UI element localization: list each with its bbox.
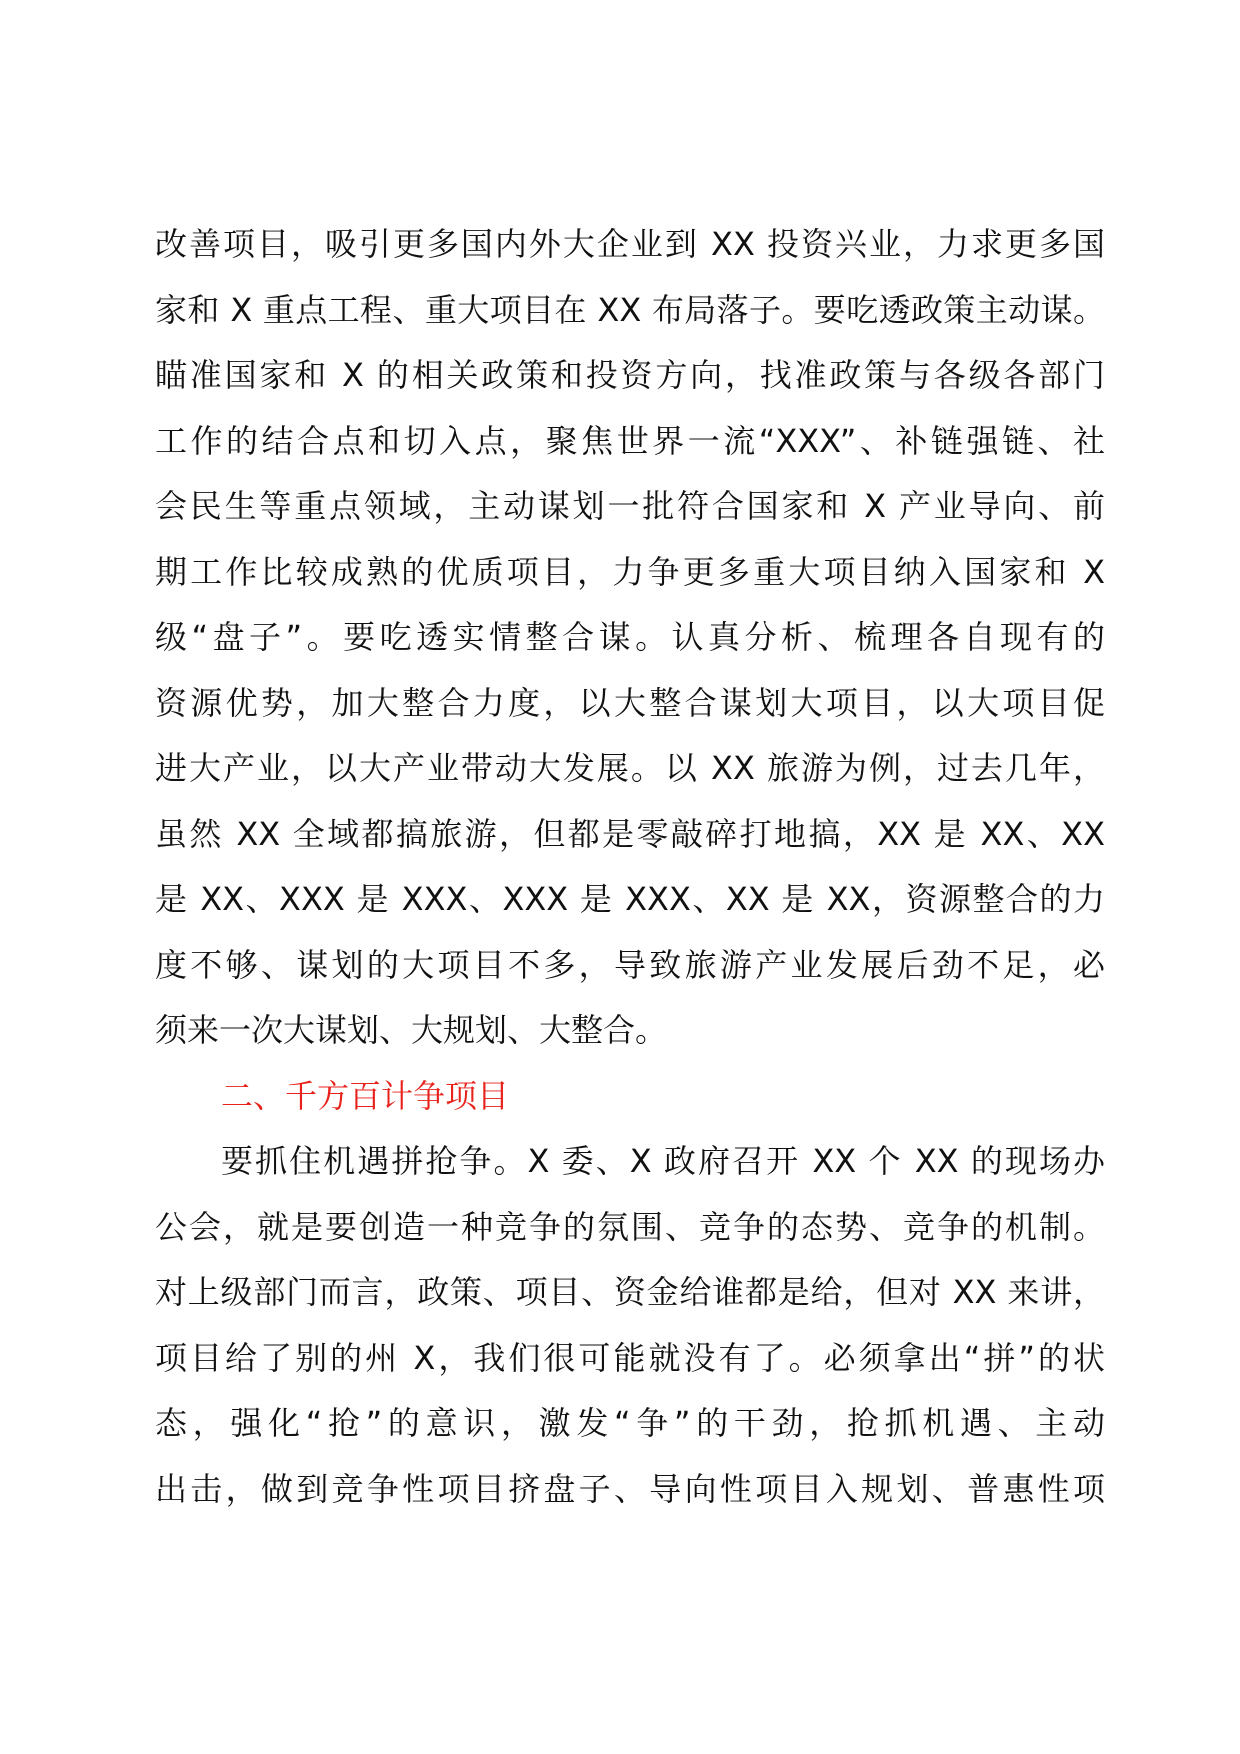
text-line: 态，强化“抢”的意识，激发“争”的干劲，抢抓机遇、主动 [155,1404,1105,1442]
text-line: 对上级部门而言，政策、项目、资金给谁都是给，但对 XX 来讲， [155,1273,1105,1311]
text-line: 瞄准国家和 X 的相关政策和投资方向，找准政策与各级各部门 [155,356,1105,394]
text-line: 资源优势，加大整合力度，以大整合谋划大项目，以大项目促 [155,683,1105,722]
section-heading: 二、千方百计争项目 [221,1076,510,1115]
text-line: 会民生等重点领域，主动谋划一批符合国家和 X 产业导向、前 [155,487,1105,525]
text-line: 度不够、谋划的大项目不多，导致旅游产业发展后劲不足，必 [155,945,1105,984]
text-line: 家和 X 重点工程、重大项目在 XX 布局落子。要吃透政策主动谋。 [155,290,1105,329]
text-line: 期工作比较成熟的优质项目，力争更多重大项目纳入国家和 X [155,552,1105,591]
text-line: 要抓住机遇拼抢争。X 委、X 政府召开 XX 个 XX 的现场办 [221,1142,1105,1180]
paragraph-1 [155,212,1105,1064]
paragraph-2 [155,1129,1105,1522]
text-line: 公会，就是要创造一种竞争的氛围、竞争的态势、竞争的机制。 [155,1207,1105,1246]
text-line: 改善项目，吸引更多国内外大企业到 XX 投资兴业，力求更多国 [155,225,1105,263]
text-line: 是 XX、XXX 是 XXX、XXX 是 XXX、XX 是 XX，资源整合的力 [155,880,1105,918]
text-line: 级“盘子”。要吃透实情整合谋。认真分析、梳理各自现有的 [155,618,1105,656]
text-line: 项目给了别的州 X，我们很可能就没有了。必须拿出“拼”的状 [155,1338,1105,1377]
text-line: 工作的结合点和切入点，聚焦世界一流“XXX”、补链强链、社 [155,421,1105,460]
text-line: 进大产业，以大产业带动大发展。以 XX 旅游为例，过去几年， [155,749,1105,787]
text-line: 出击，做到竞争性项目挤盘子、导向性项目入规划、普惠性项 [155,1469,1105,1508]
text-line: 须来一次大谋划、大规划、大整合。 [155,1011,668,1049]
document-body [155,212,1105,1522]
text-line: 虽然 XX 全域都搞旅游，但都是零敲碎打地搞，XX 是 XX、XX [155,814,1105,853]
